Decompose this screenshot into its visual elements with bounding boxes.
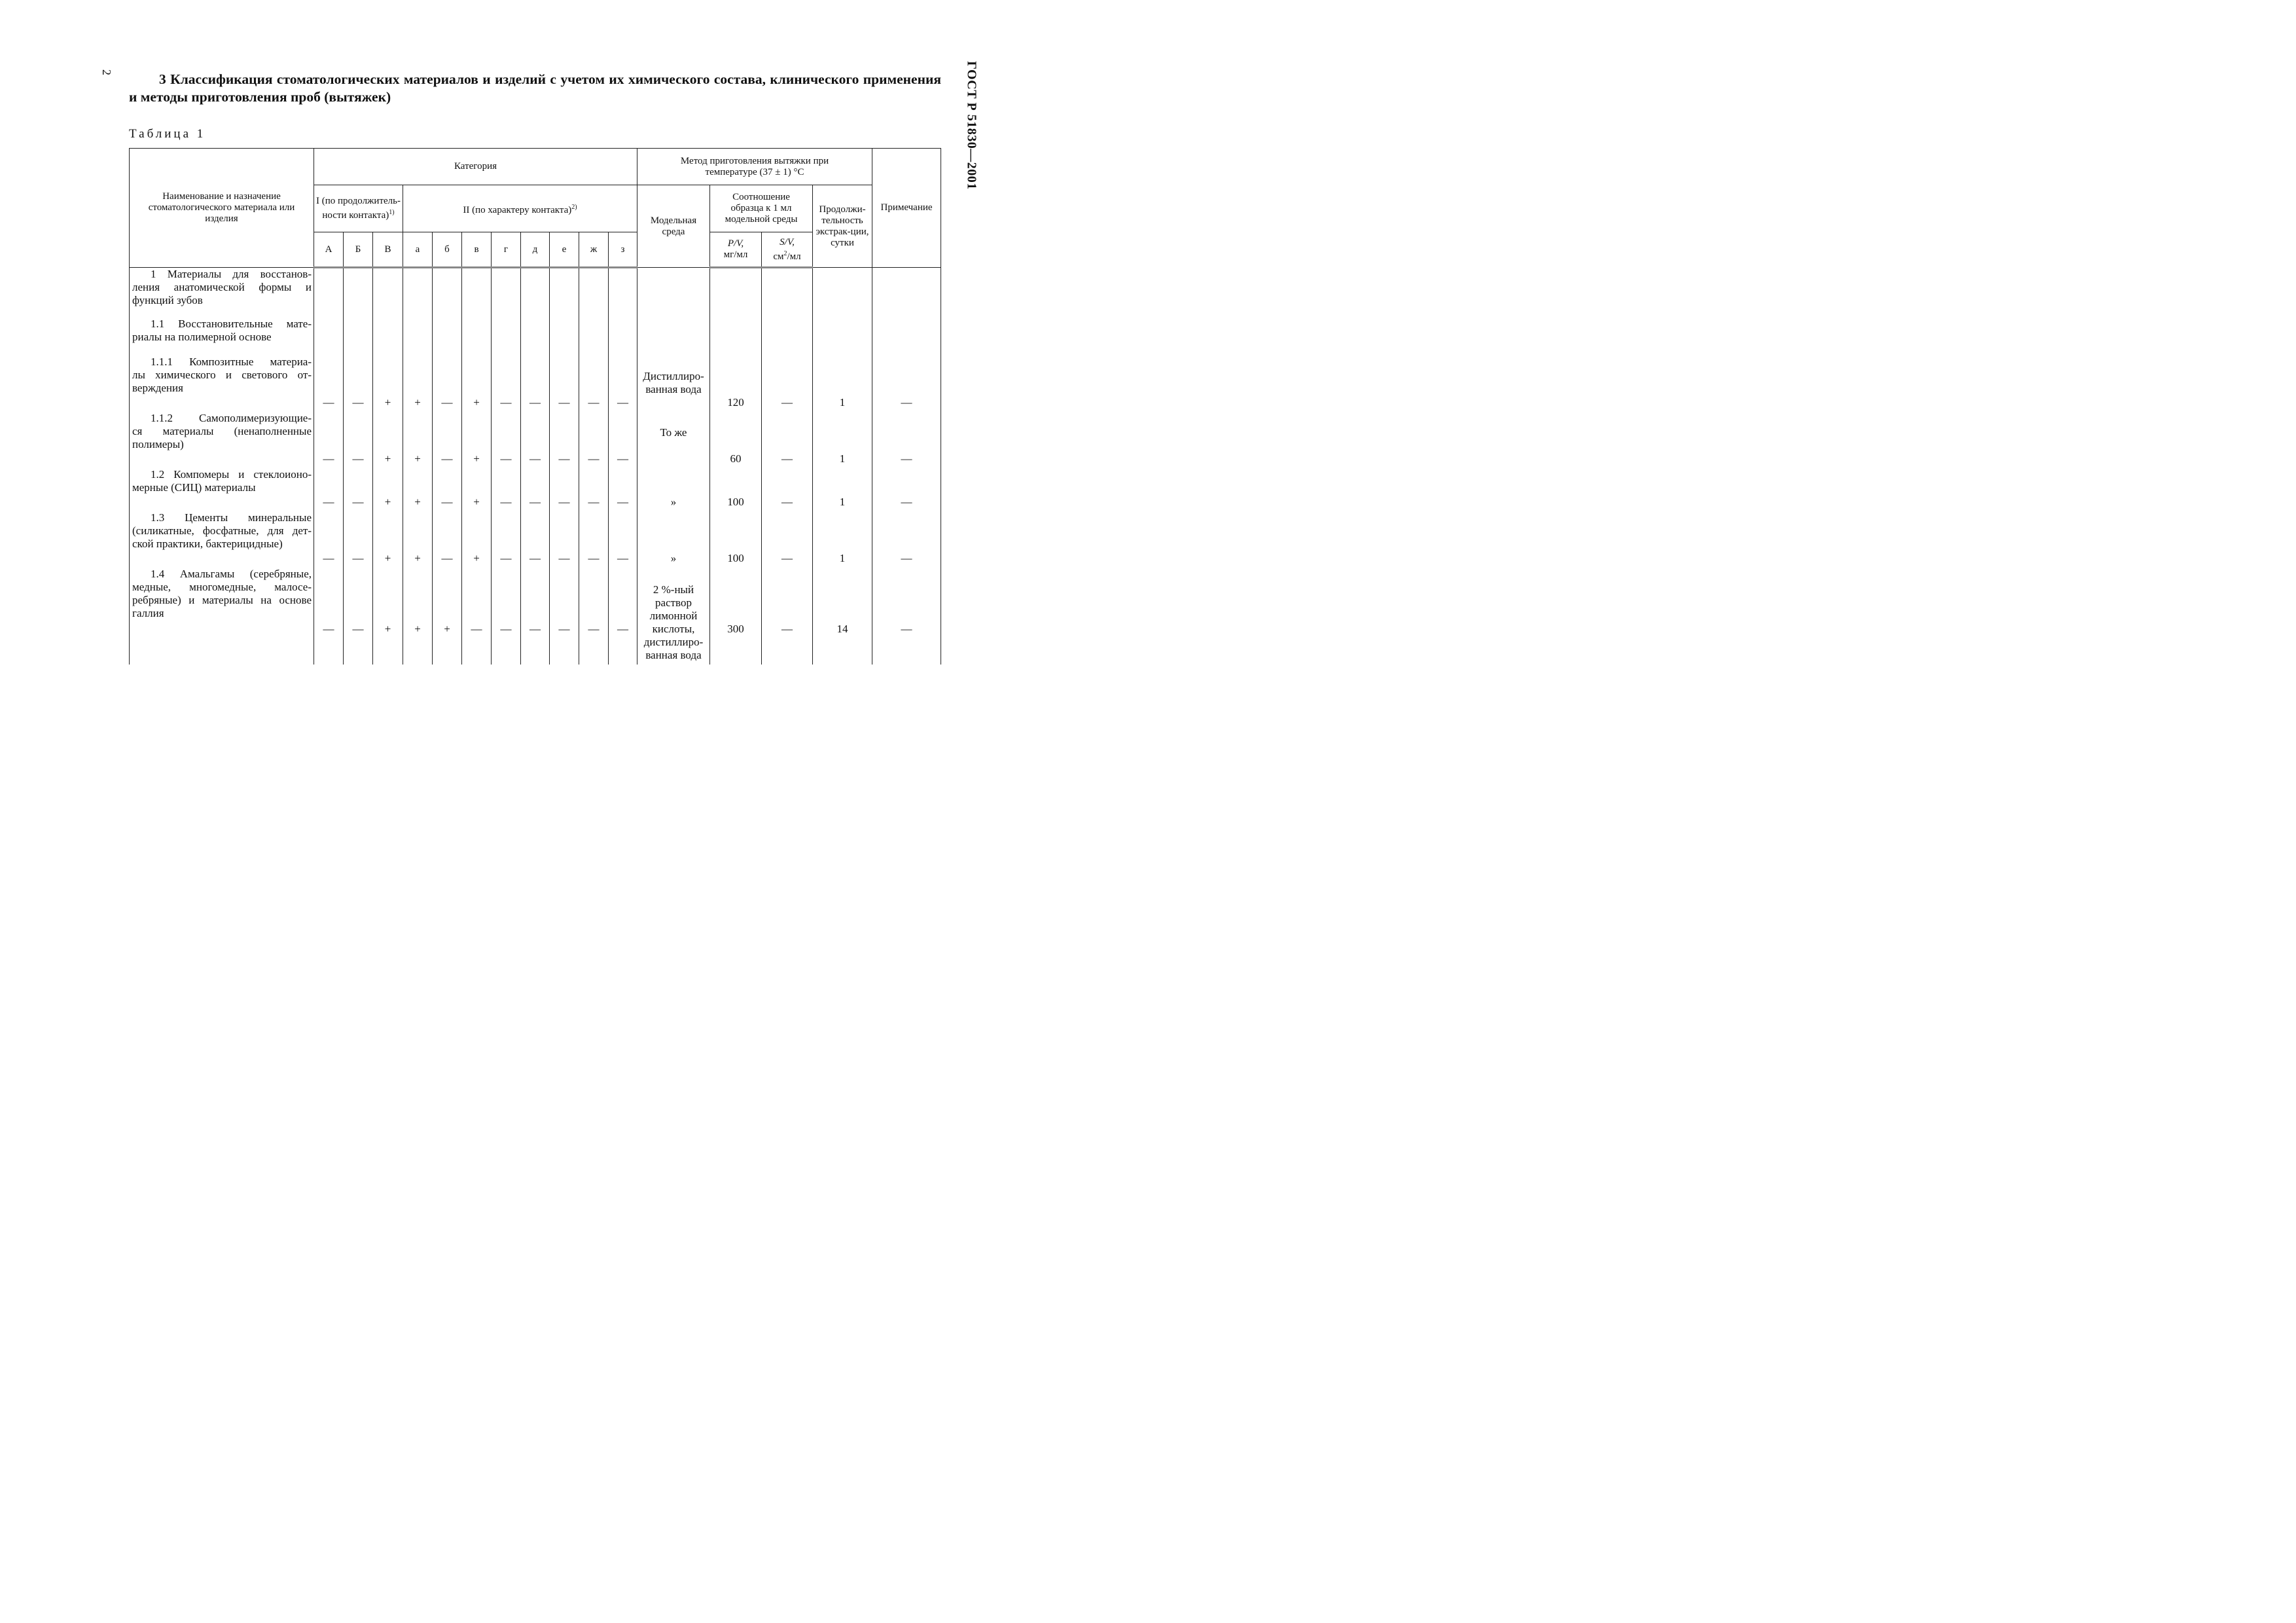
subcol-header: А [314, 232, 344, 268]
row-name-line: медные, многомедные, малосе- [132, 580, 312, 593]
table-caption: Таблица 1 [129, 127, 206, 141]
standard-code: ГОСТ Р 51830—2001 [964, 61, 979, 190]
page-number: 2 [100, 69, 113, 75]
row-name-line: функций зубов [132, 294, 203, 306]
category-mark-value: + [473, 551, 480, 564]
row-name-line: (силикатные, фосфатные, для дет- [132, 524, 312, 537]
category-mark-value: — [529, 395, 541, 409]
category-mark [492, 318, 521, 356]
subcol-header: в [462, 232, 492, 268]
model-medium [637, 268, 710, 318]
table-row [130, 511, 941, 568]
duration-value [813, 356, 872, 412]
duration-value [813, 511, 872, 568]
category-mark [433, 412, 462, 468]
subcol-header: б [433, 232, 462, 268]
category-mark [373, 318, 403, 356]
sv-value-value: — [781, 395, 793, 409]
subcol-header: д [521, 232, 550, 268]
category-mark [521, 568, 550, 665]
note-value-value: — [901, 452, 912, 465]
category-mark-value: — [352, 622, 364, 635]
category-mark [314, 568, 344, 665]
category-mark [462, 318, 492, 356]
pv-value-value: 300 [727, 622, 744, 635]
sv-value [762, 356, 813, 412]
category-mark-value: — [529, 495, 541, 508]
model-medium-line: кислоты, [652, 622, 695, 635]
subcol-header: ж [579, 232, 609, 268]
category-mark-value: + [473, 452, 480, 465]
category-mark [344, 356, 373, 412]
category-mark-value: — [617, 622, 628, 635]
row-name-line: мерные (СИЦ) материалы [132, 481, 256, 494]
model-medium-line: дистиллиро- [643, 635, 704, 648]
category-mark [314, 511, 344, 568]
category-mark [550, 412, 579, 468]
category-mark-value: + [384, 495, 391, 508]
row-name-line: риалы на полимерной основе [132, 330, 272, 343]
category-mark [314, 356, 344, 412]
category-mark [550, 468, 579, 511]
row-name [130, 318, 314, 356]
pv-value-value: 100 [727, 551, 744, 564]
category-mark [609, 468, 637, 511]
category-mark [462, 268, 492, 318]
model-medium [637, 511, 710, 568]
category-mark-value: — [617, 452, 628, 465]
category-mark [579, 468, 609, 511]
subcol-header: з [609, 232, 637, 268]
category-mark [373, 468, 403, 511]
classification-table [129, 148, 941, 665]
category-mark [579, 318, 609, 356]
category-mark-value: — [471, 622, 482, 635]
duration-value [813, 268, 872, 318]
pv-value [710, 268, 762, 318]
category-mark [550, 568, 579, 665]
category-mark [521, 511, 550, 568]
category-mark [492, 511, 521, 568]
category-mark-value: — [588, 551, 600, 564]
category-mark [433, 318, 462, 356]
table-row [130, 318, 941, 356]
category-mark-value: + [384, 551, 391, 564]
category-mark [609, 511, 637, 568]
category-mark-value: — [588, 622, 600, 635]
category-mark-value: + [414, 551, 421, 564]
category-mark [550, 318, 579, 356]
category-mark-value: — [500, 551, 512, 564]
subcol-header: г [492, 232, 521, 268]
model-medium-line: Дистиллиро- [643, 369, 704, 382]
category-mark-value: — [323, 551, 334, 564]
category-mark [521, 468, 550, 511]
category-mark-value: + [384, 452, 391, 465]
row-name-line: 1.1.2 Самополимеризующие- [151, 411, 312, 424]
header-pv: P/V, мг/мл [710, 232, 762, 268]
header-duration: Продолжи-тельность экстрак-ции, сутки [813, 185, 872, 268]
category-mark-value: — [323, 495, 334, 508]
category-mark [433, 511, 462, 568]
category-mark-value: + [414, 452, 421, 465]
sv-value [762, 511, 813, 568]
duration-value [813, 568, 872, 665]
category-mark [433, 568, 462, 665]
category-mark [403, 268, 433, 318]
category-mark [403, 318, 433, 356]
sv-value [762, 568, 813, 665]
category-mark [373, 268, 403, 318]
table-row [130, 356, 941, 412]
duration-value-value: 14 [836, 622, 848, 635]
category-mark [579, 568, 609, 665]
model-medium-line: 2 %-ный [653, 583, 694, 596]
category-mark [403, 468, 433, 511]
row-name-line: галлия [132, 606, 164, 619]
category-mark-value: — [588, 495, 600, 508]
category-mark [492, 268, 521, 318]
model-medium-line: ванная вода [645, 648, 702, 661]
category-mark [521, 268, 550, 318]
category-mark [492, 412, 521, 468]
model-medium-line: лимонной [649, 609, 698, 622]
duration-value [813, 412, 872, 468]
category-mark-value: — [352, 495, 364, 508]
pv-value [710, 468, 762, 511]
model-medium-line: » [670, 551, 677, 564]
duration-value-value: 1 [839, 395, 846, 409]
row-name [130, 412, 314, 468]
model-medium-line: раствор [655, 596, 692, 609]
row-name-line: 1 Материалы для восстанов- [151, 268, 312, 280]
category-mark [373, 568, 403, 665]
section-title-text: 3 Классификация стоматологических материалов и изделий с учетом их химического состава, клинического применения и методы приготовления проб (вытяжек) [129, 71, 941, 105]
category-mark [462, 511, 492, 568]
category-mark [521, 356, 550, 412]
category-mark [373, 412, 403, 468]
category-mark [314, 268, 344, 318]
category-mark [433, 268, 462, 318]
category-mark [373, 356, 403, 412]
category-mark-value: — [323, 452, 334, 465]
pv-value [710, 511, 762, 568]
category-mark [609, 568, 637, 665]
note-value [872, 318, 941, 356]
category-mark-value: + [384, 622, 391, 635]
category-mark-value: — [588, 395, 600, 409]
note-value [872, 412, 941, 468]
pv-value [710, 412, 762, 468]
row-name-line: 1.3 Цементы минеральные [151, 511, 312, 524]
category-mark-value: — [558, 551, 570, 564]
model-medium-line: ванная вода [645, 382, 702, 395]
row-name [130, 268, 314, 318]
category-mark-value: — [500, 495, 512, 508]
row-name-line: верждения [132, 381, 183, 394]
row-name [130, 568, 314, 665]
row-name-line: 1.4 Амальгамы (серебряные, [151, 567, 312, 580]
category-mark-value: — [617, 395, 628, 409]
category-mark [403, 412, 433, 468]
category-mark-value: — [352, 551, 364, 564]
table-row [130, 412, 941, 468]
note-value [872, 568, 941, 665]
category-mark [579, 412, 609, 468]
category-mark [609, 268, 637, 318]
subcol-header: В [373, 232, 403, 268]
category-mark-value: — [323, 622, 334, 635]
category-mark [521, 318, 550, 356]
category-mark [492, 356, 521, 412]
category-mark-value: — [500, 622, 512, 635]
pv-value-value: 100 [727, 495, 744, 508]
header-category: Категория [314, 149, 637, 185]
category-mark [344, 318, 373, 356]
category-mark [344, 468, 373, 511]
row-name [130, 511, 314, 568]
row-name-line: ской практики, бактерицидные) [132, 537, 283, 550]
header-method: Метод приготовления вытяжки при температуре (37 ± 1) °С [637, 149, 872, 185]
category-mark-value: — [323, 395, 334, 409]
category-mark [462, 356, 492, 412]
header-name: Наименование и назначение стоматологического материала или изделия [130, 149, 314, 268]
pv-value [710, 568, 762, 665]
category-mark-value: — [529, 452, 541, 465]
category-mark-value: + [473, 395, 480, 409]
header-sv: S/V, $см^2/мл$ [762, 232, 813, 268]
subcol-header: Б [344, 232, 373, 268]
category-mark-value: — [558, 452, 570, 465]
category-mark [344, 568, 373, 665]
sv-value [762, 468, 813, 511]
category-mark [579, 268, 609, 318]
category-mark [609, 412, 637, 468]
category-mark [609, 356, 637, 412]
header-medium: Модельная среда [637, 185, 710, 268]
model-medium-line: » [670, 495, 677, 508]
category-mark [403, 511, 433, 568]
category-mark-value: — [558, 622, 570, 635]
pv-value-value: 60 [730, 452, 742, 465]
category-mark [521, 412, 550, 468]
category-mark-value: — [617, 495, 628, 508]
category-mark [433, 356, 462, 412]
model-medium [637, 568, 710, 665]
note-value-value: — [901, 622, 912, 635]
table-body [130, 268, 941, 665]
pv-value [710, 318, 762, 356]
row-name-line: 1.1.1 Композитные материа- [151, 355, 312, 368]
category-mark [314, 412, 344, 468]
duration-value-value: 1 [839, 452, 846, 465]
category-mark-value: + [444, 622, 450, 635]
row-name-line: 1.2 Компомеры и стеклоионо- [151, 467, 312, 481]
model-medium [637, 412, 710, 468]
category-mark-value: — [558, 395, 570, 409]
row-name [130, 468, 314, 511]
category-mark [344, 511, 373, 568]
row-name-line: ребряные) и материалы на основе [132, 593, 312, 606]
category-mark-value: + [473, 495, 480, 508]
duration-value-value: 1 [839, 551, 846, 564]
category-mark [373, 511, 403, 568]
category-mark [314, 468, 344, 511]
category-mark [403, 356, 433, 412]
note-value [872, 268, 941, 318]
model-medium-line: То же [660, 426, 687, 439]
pv-value [710, 356, 762, 412]
category-mark [403, 568, 433, 665]
duration-value [813, 318, 872, 356]
category-mark [344, 412, 373, 468]
category-mark-value: — [441, 395, 453, 409]
note-value [872, 356, 941, 412]
category-mark [579, 511, 609, 568]
category-mark-value: — [500, 452, 512, 465]
subcol-header: а [403, 232, 433, 268]
category-mark [492, 568, 521, 665]
note-value-value: — [901, 395, 912, 409]
row-name [130, 356, 314, 412]
note-value-value: — [901, 495, 912, 508]
sv-value [762, 268, 813, 318]
row-name-line: ления анатомической формы и [132, 281, 312, 293]
category-mark-value: — [558, 495, 570, 508]
category-mark-value: — [500, 395, 512, 409]
category-mark [550, 268, 579, 318]
sv-value-value: — [781, 452, 793, 465]
header-cat2: II (по характеру контакта)$^{2)}$ [403, 185, 637, 232]
subcol-header: е [550, 232, 579, 268]
category-mark-value: — [352, 452, 364, 465]
category-mark-value: — [352, 395, 364, 409]
category-mark [492, 468, 521, 511]
category-mark-value: + [414, 622, 421, 635]
table-row [130, 268, 941, 318]
model-medium [637, 318, 710, 356]
category-mark-value: — [529, 622, 541, 635]
category-mark-value: + [384, 395, 391, 409]
sv-value-value: — [781, 495, 793, 508]
table-row [130, 468, 941, 511]
category-mark [462, 568, 492, 665]
table-row [130, 568, 941, 665]
category-mark-value: + [414, 395, 421, 409]
category-mark-value: — [529, 551, 541, 564]
header-ratio: Соотношение образца к 1 мл модельной среды [710, 185, 813, 232]
category-mark-value: — [441, 551, 453, 564]
category-mark [579, 356, 609, 412]
row-name-line: 1.1 Восстановительные мате- [151, 317, 312, 330]
category-mark-value: — [617, 551, 628, 564]
category-mark [462, 468, 492, 511]
model-medium [637, 468, 710, 511]
category-mark [609, 318, 637, 356]
category-mark [550, 511, 579, 568]
note-value-value: — [901, 551, 912, 564]
header-note: Примечание [872, 149, 941, 268]
category-mark [550, 356, 579, 412]
category-mark [433, 468, 462, 511]
category-mark-value: — [588, 452, 600, 465]
section-title [129, 71, 941, 106]
category-mark [344, 268, 373, 318]
note-value [872, 511, 941, 568]
category-mark-value: — [441, 495, 453, 508]
category-mark [462, 412, 492, 468]
sv-value-value: — [781, 622, 793, 635]
category-mark-value: — [441, 452, 453, 465]
row-name-line: полимеры) [132, 437, 184, 450]
pv-value-value: 120 [727, 395, 744, 409]
sv-value [762, 412, 813, 468]
category-mark [314, 318, 344, 356]
header-cat1: I (по продолжитель-ности контакта)$^{1)}$ [314, 185, 403, 232]
sv-value-value: — [781, 551, 793, 564]
row-name-line: лы химического и светового от- [132, 368, 312, 381]
row-name-line: ся материалы (ненаполненные [132, 424, 312, 437]
category-mark-value: + [414, 495, 421, 508]
model-medium [637, 356, 710, 412]
note-value [872, 468, 941, 511]
sv-value [762, 318, 813, 356]
duration-value [813, 468, 872, 511]
duration-value-value: 1 [839, 495, 846, 508]
